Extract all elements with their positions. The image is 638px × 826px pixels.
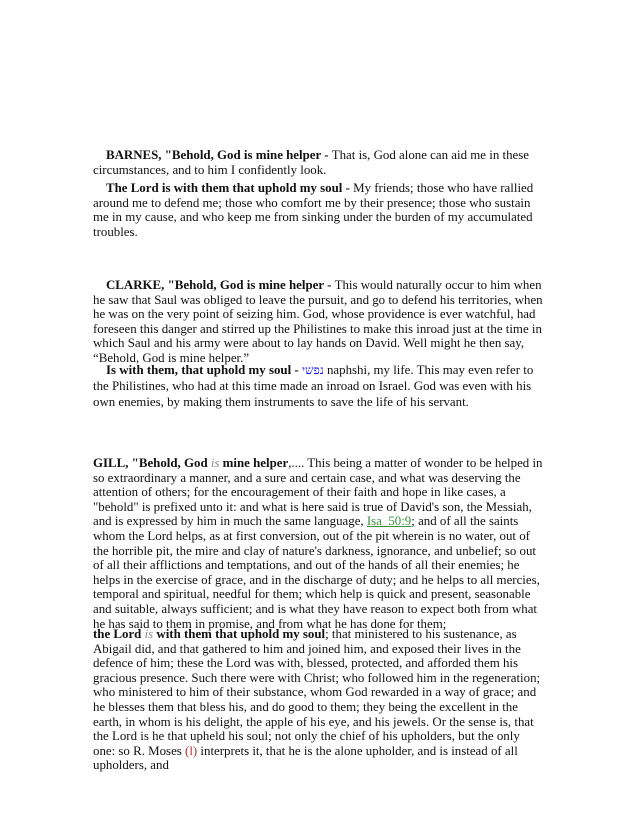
barnes-lead-2: The Lord is with them that uphold my soul - (106, 181, 354, 195)
gill-text-2a: ; that ministered to his sustenance, as Abigail did, and that gathered to him and joined him, and exposed their lives in the defence of him; these the Lord was with, blessed, protected, and afforded them his gracious presence. Such there were with Christ; who followed him in the regeneration; who ministered to him of their substance, whom God rewarded in a way of grace; and he blesses them that bless his, and do good to them; they being the excellent in the earth, in whom is his delight, the apple of his eye, and his jewels. Or the sense is, that the Lord is he that upheld his soul; not only the chief of his upholders, but the only one: so R. Moses (93, 627, 541, 758)
gill-lead-2b: with them that uphold my soul (153, 627, 326, 641)
barnes-paragraph-2 (93, 181, 545, 239)
gill-lead-1-is: is (210, 456, 220, 470)
gill-text-1a: ,.... This being a matter of wonder to be helped in so extraordinary a manner, and a sure and certain case, and what was deserving the attention of others; for the encouragement of their faith and hope in like cases, a "behold" is prefixed unto it: and what is here said is true of David's son, the Messiah, and is expressed by him in much the same language, (93, 456, 543, 529)
barnes-text-2: My friends; those who have rallied around me to defend me; those who comfort me by their presence; those who sustain me in my cause, and who keep me from sinking under the burden of my accumulated troubles. (93, 181, 534, 239)
gill-lead-1a: GILL, "Behold, God (93, 456, 211, 470)
gill-lead-2a: the Lord (93, 627, 145, 641)
clarke-lead-1: CLARKE, "Behold, God is mine helper - (106, 278, 335, 292)
gill-text-1b: ; and of all the saints whom the Lord helps, as at first conversion, out of the pit wherein is no water, out of the horrible pit, the mire and clay of nature's darkness, ignorance, and unbelief; so out of all their afflictions and temptations, and out of the hands of all their enemies; he helps in the exercise of grace, and in the discharge of duty; and he helps to all mercies, temporal and spiritual, needful for them; which help is quick and present, seasonable and suitable, always sufficient; and is what they have reason to expect both from what he has said to them in promise, and from what he has done for them; (93, 514, 540, 631)
gill-paragraph-2 (93, 627, 545, 773)
gill-paragraph-1 (93, 456, 545, 631)
gill-text-2b: interprets it, that he is the alone upholder, and is instead of all upholders, and (93, 743, 518, 773)
gill-lead-2-is: is (144, 627, 154, 641)
clarke-lead-2: Is with them, that uphold my soul - (106, 363, 302, 377)
clarke-paragraph-2 (93, 362, 545, 410)
hebrew-word: נפשי (301, 363, 324, 377)
scripture-ref-link[interactable]: Isa_50:9 (366, 514, 412, 529)
clarke-text-2: naphshi, my life. This may even refer to the Philistines, who had at this time made an inroad on Israel. God was even with his own enemies, by making them instruments to save the life of his servant. (93, 363, 534, 409)
barnes-paragraph-1 (93, 148, 545, 177)
clarke-text-1: This would naturally occur to him when he saw that Saul was obliged to leave the pursuit, and go to defend his territories, when he was on the very point of seizing him. God, whose providence is ever watchful, had foreseen this danger and stirred up the Philistines to make this inroad just at the time in which Saul and his army were about to lay hands on David. Well might he then say, “Behold, God is mine helper.” (93, 278, 543, 365)
barnes-lead-1: BARNES, "Behold, God is mine helper - (106, 148, 332, 162)
barnes-text-1: That is, God alone can aid me in these circumstances, and to him I confidently look. (93, 148, 529, 177)
gill-lead-1b: mine helper (219, 456, 289, 470)
clarke-paragraph-1 (93, 278, 545, 366)
footnote-marker[interactable]: (l) (185, 743, 198, 758)
